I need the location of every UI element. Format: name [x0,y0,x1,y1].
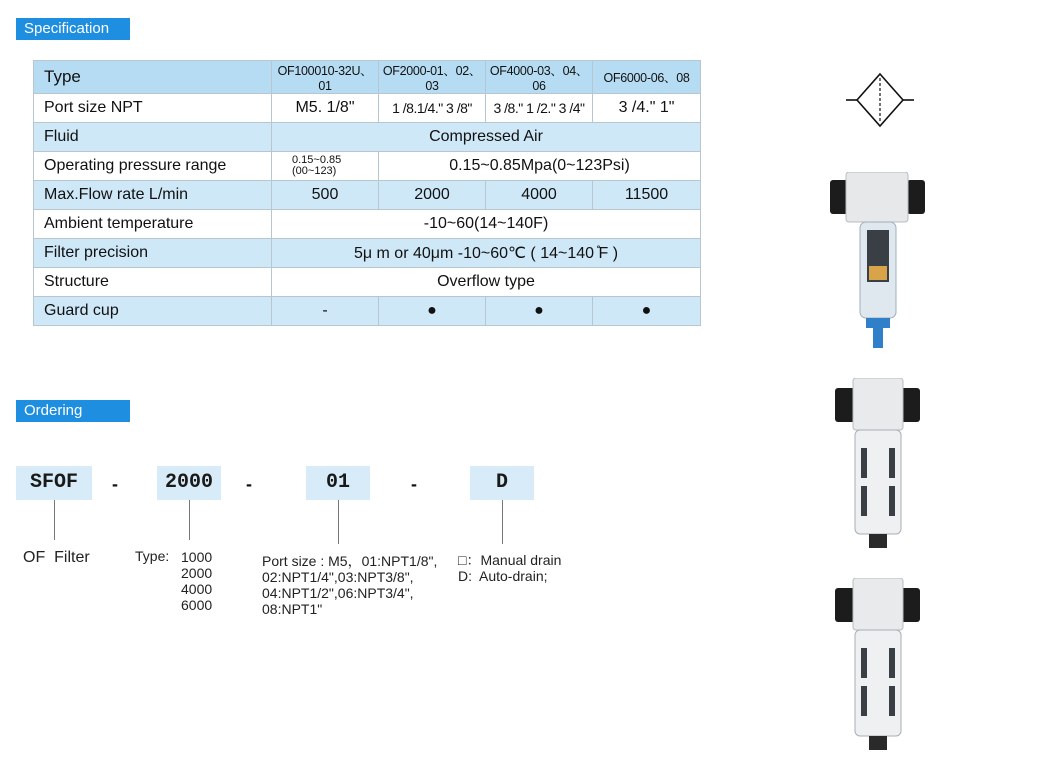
port-line-2: 02:NPT1/4",03:NPT3/8", [262,569,414,585]
port-size-1: M5. 1/8" [272,94,379,123]
connector-line-port [338,500,339,544]
pressure-first-line2: (00~123) [292,165,337,177]
connector-line-series [54,500,55,540]
specification-heading: Specification [16,18,130,40]
structure-label: Structure [34,268,272,297]
code-separator-1: - [112,474,118,494]
code-series: SFOF [16,466,92,500]
table-row-ambient [34,210,701,239]
port-line-4: 08:NPT1" [262,601,323,617]
code-type: 2000 [157,466,221,500]
product-image-filter-3 [835,578,920,752]
port-line-1: Port size : M5，01:NPT1/8", [262,553,438,569]
table-row-guard [34,297,701,326]
specification-table [33,60,701,326]
type-value-1000: 1000 [181,549,213,565]
guard-3: ● [486,297,593,326]
drain-manual-text: □：Manual drain [458,552,562,568]
flow-1: 500 [272,181,379,210]
model-4: OF6000-06、08 [593,61,701,94]
guard-2: ● [379,297,486,326]
product-image-small-filter [830,172,925,352]
table-row-structure [34,268,701,297]
code-separator-2: - [246,474,252,494]
fluid-label: Fluid [34,123,272,152]
flow-2: 2000 [379,181,486,210]
flow-3: 4000 [486,181,593,210]
port-line-3: 04:NPT1/2",06:NPT3/4", [262,585,414,601]
code-port: 01 [306,466,370,500]
guard-4: ● [593,297,701,326]
table-row-type [34,61,701,94]
product-image-filter-2 [835,378,920,550]
table-row-precision [34,239,701,268]
ambient-label: Ambient temperature [34,210,272,239]
precision-label: Filter precision [34,239,272,268]
ordering-code-heading: Ordering Code [16,400,130,422]
port-size-2: 1 /8.1/4." 3 /8" [379,94,486,123]
structure-value: Overflow type [272,268,701,297]
type-label-text: Type: [135,548,170,564]
flow-4: 11500 [593,181,701,210]
precision-value: 5μ m or 40μm -10~60℃ ( 14~140 ̊F ) [272,239,701,268]
pressure-label: Operating pressure range [34,152,272,181]
port-size-label: Port size NPT [34,94,272,123]
model-3: OF4000-03、04、06 [486,61,593,94]
port-size-3: 3 /8." 1 /2." 3 /4" [486,94,593,123]
drain-auto-text: D: Auto-drain; [458,568,548,584]
guard-label: Guard cup [34,297,272,326]
table-row-flow [34,181,701,210]
fluid-value: Compressed Air [272,123,701,152]
code-separator-3: - [411,474,417,494]
type-value-6000: 6000 [181,597,213,613]
guard-1: - [272,297,379,326]
ambient-value: -10~60(14~140F) [272,210,701,239]
model-2: OF2000-01、02、03 [379,61,486,94]
flow-label: Max.Flow rate L/min [34,181,272,210]
table-row-pressure [34,152,701,181]
connector-line-drain [502,500,503,544]
type-value-4000: 4000 [181,581,213,597]
pressure-rest: 0.15~0.85Mpa(0~123Psi) [379,152,701,181]
type-label: Type [34,61,272,94]
model-1: OF100010-32U、01 [272,61,379,94]
pressure-first [272,152,379,181]
code-drain: D [470,466,534,500]
table-row-port-size [34,94,701,123]
type-value-2000: 2000 [181,565,213,581]
of-filter-text: OF Filter [23,549,90,566]
table-row-fluid [34,123,701,152]
filter-symbol-icon [845,70,915,130]
pressure-first-line1: 0.15~0.85 [292,154,342,166]
port-size-4: 3 /4." 1" [593,94,701,123]
connector-line-type [189,500,190,540]
